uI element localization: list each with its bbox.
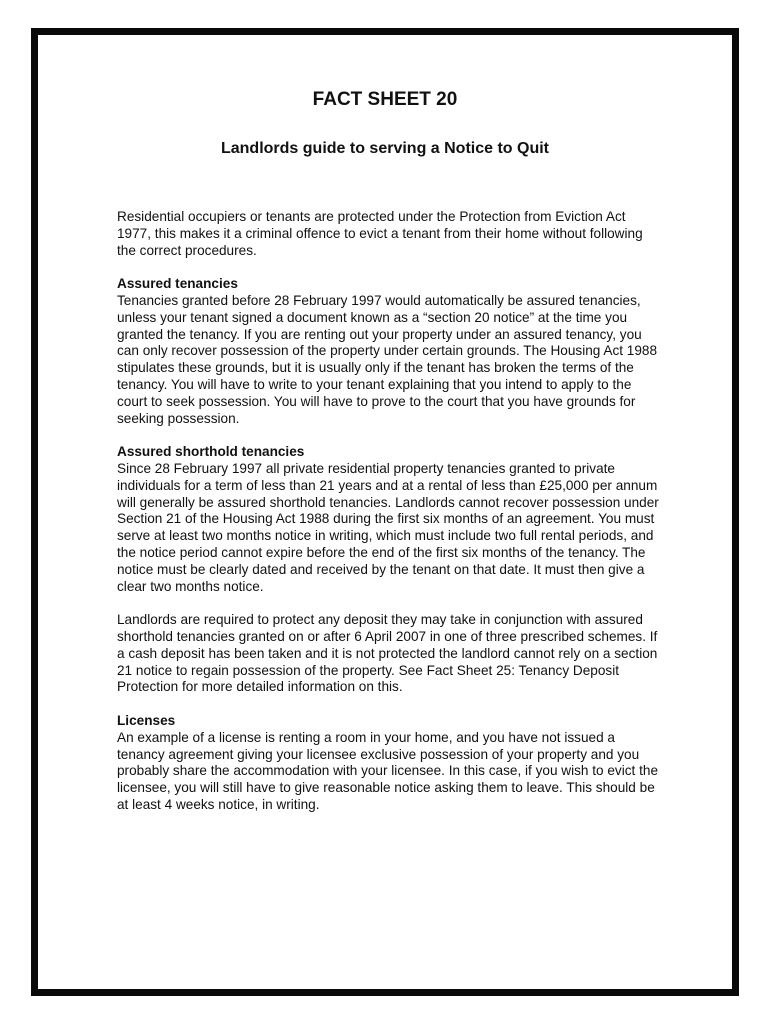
section-heading: Assured tenancies bbox=[117, 276, 238, 292]
section-deposit-protection bbox=[117, 612, 662, 696]
section-body: An example of a license is renting a room in your home, and you have not issued a tenancy agreement giving your licensee exclusive possession of your property and you probably share the accommodation with your licensee. In this case, if you wish to evict the licensee, you will still have to give reasonable notice asking them to leave. This should be at least 4 weeks notice, in writing. bbox=[117, 729, 659, 812]
section-assured-shorthold-tenancies bbox=[117, 444, 662, 595]
section-licenses bbox=[117, 713, 662, 814]
section-assured-tenancies bbox=[117, 276, 662, 427]
fact-sheet-title: FACT SHEET 20 bbox=[312, 89, 458, 110]
fact-sheet-body bbox=[117, 209, 662, 830]
section-heading: Assured shorthold tenancies bbox=[117, 444, 305, 460]
section-body: Landlords are required to protect any deposit they may take in conjunction with assured shorthold tenancies granted on or after 6 April 2007 in one of three prescribed schemes. If a cash deposit has been taken and it is not protected the landlord cannot rely on a section 21 notice to regain possession of the property. See Fact Sheet 25: Tenancy Deposit Protection for more detailed information on this. bbox=[117, 612, 658, 695]
fact-sheet-subtitle: Landlords guide to serving a Notice to Quit bbox=[220, 140, 550, 157]
section-body: Since 28 February 1997 all private residential property tenancies granted to private individuals for a term of less than 21 years and at a rental of less than £25,000 per annum will generally be assured shorthold tenancies. Landlords cannot recover possession under Section 21 of the Housing Act 1988 during the first six months of an agreement. You must serve at least two months notice in writing, which must include two full rental periods, and the notice period cannot expire before the end of the first six months of the tenancy. The notice must be clearly dated and received by the tenant on that date. It must then give a clear two months notice. bbox=[117, 460, 659, 594]
intro-paragraph: Residential occupiers or tenants are protected under the Protection from Eviction Act 1977, this makes it a criminal offence to evict a tenant from their home without following the correct procedures. bbox=[117, 209, 643, 258]
section-heading: Licenses bbox=[117, 712, 176, 728]
section-body: Tenancies granted before 28 February 1997 would automatically be assured tenancies, unless your tenant signed a document known as a “section 20 notice” at the time you granted the tenancy. If you are renting out your property under an assured tenancy, you can only recover possession of the property under certain grounds. The Housing Act 1988 stipulates these grounds, but it is usually only if the tenant has broken the terms of the tenancy. You will have to write to your tenant explaining that you intend to apply to the court to seek possession. You will have to prove to the court that you have grounds for seeking possession. bbox=[117, 292, 658, 426]
